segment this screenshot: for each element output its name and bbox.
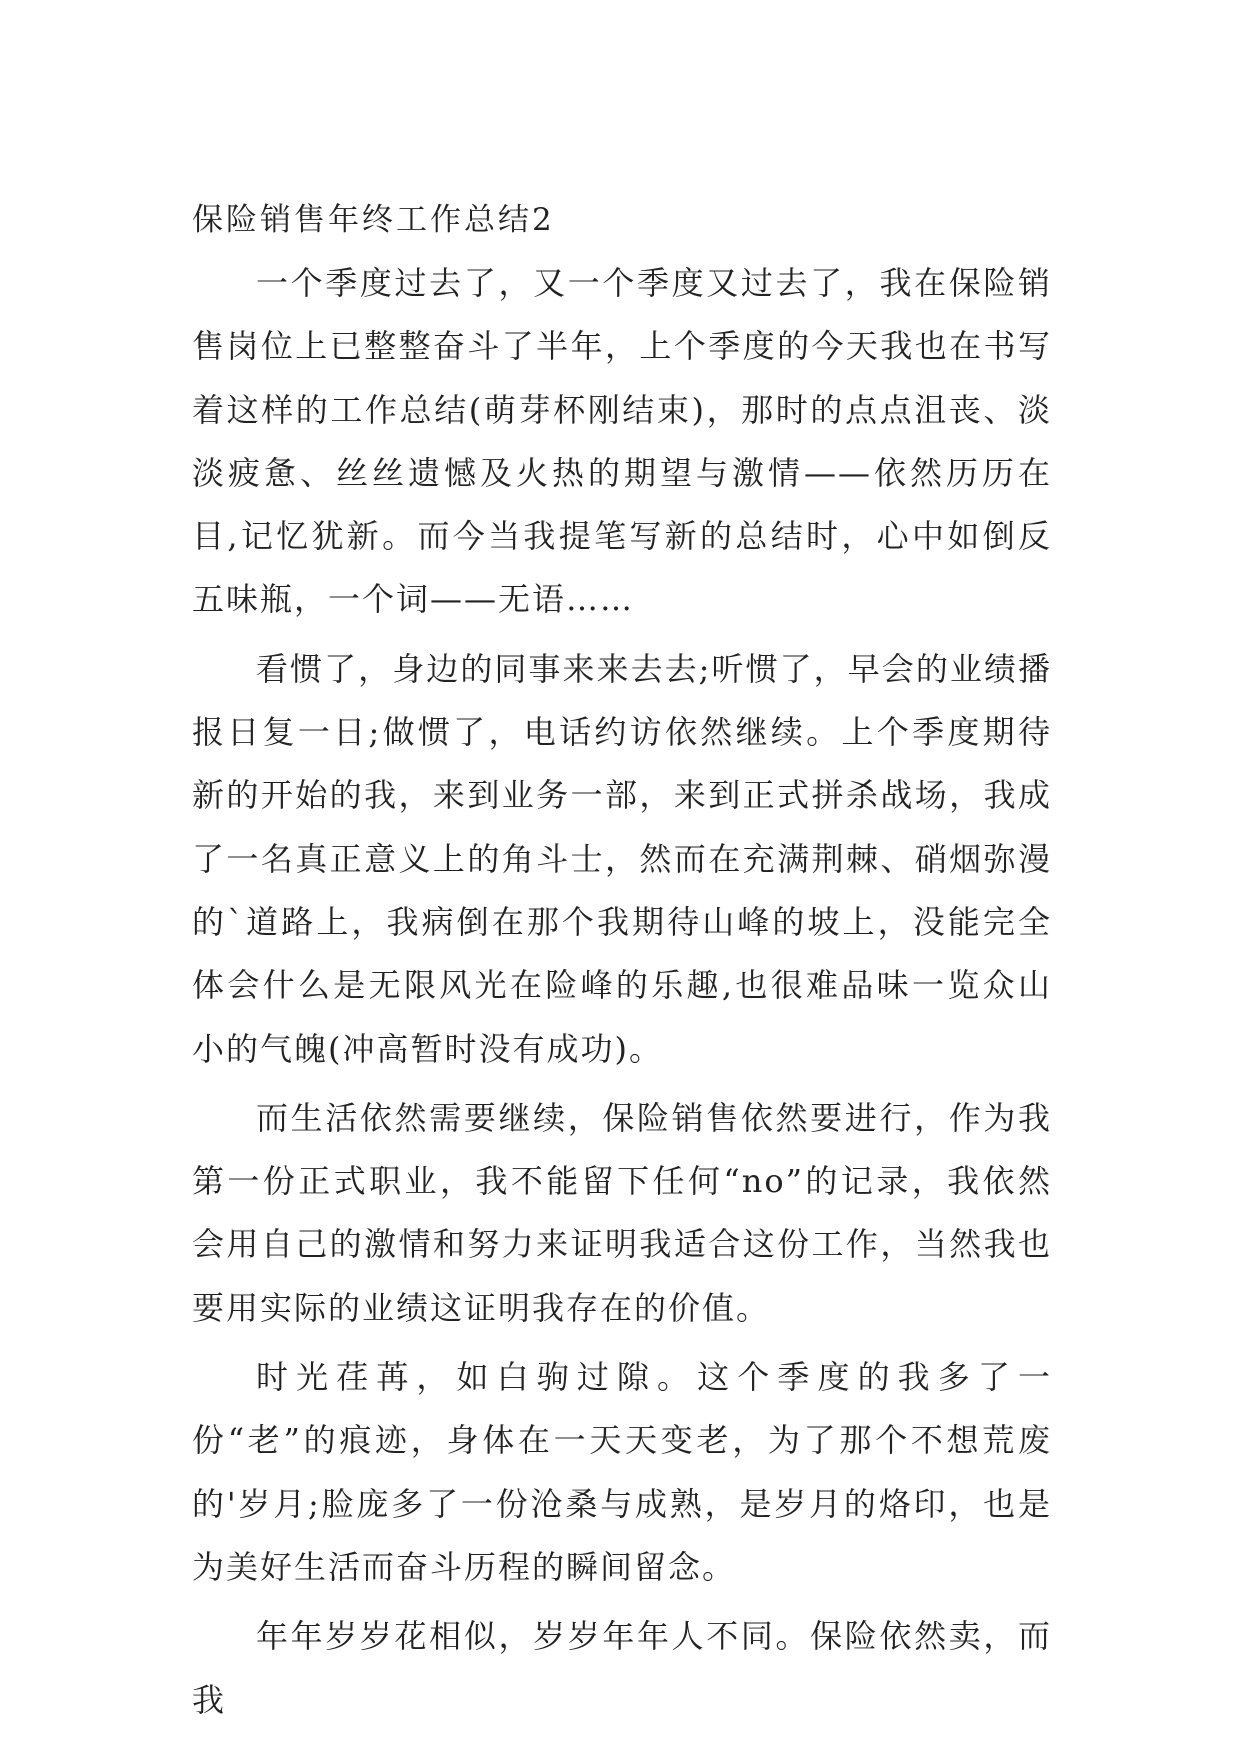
document-body bbox=[192, 196, 1052, 1738]
document-title: 保险销售年终工作总结2 bbox=[192, 202, 555, 238]
paragraph-4: 时光荏苒，如白驹过隙。这个季度的我多了一份“老”的痕迹，身体在一天天变老，为了那个不想荒废的'岁月;脸庞多了一份沧桑与成熟，是岁月的烙印，也是为美好生活而奋斗历程的瞬间留念。 bbox=[192, 1358, 1052, 1586]
paragraph-3: 而生活依然需要继续，保险销售依然要进行，作为我第一份正式职业，我不能留下任何“no”的记录，我依然会用自己的激情和努力来证明我适合这份工作，当然我也要用实际的业绩这证明我存在的价值。 bbox=[192, 1098, 1052, 1327]
paragraph-2: 看惯了，身边的同事来来去去;听惯了，早会的业绩播报日复一日;做惯了，电话约访依然继续。上个季度期待新的开始的我，来到业务一部，来到正式拼杀战场，我成了一名真正意义上的角斗士，然而在充满荆棘、硝烟弥漫的`道路上，我病倒在那个我期待山峰的坡上，没能完全体会什么是无限风光在险峰的乐趣,也很难品味一览众山小的气魄(冲高暂时没有成功)。 bbox=[192, 649, 1052, 1068]
paragraph-1: 一个季度过去了，又一个季度又过去了，我在保险销售岗位上已整整奋斗了半年，上个季度的今天我也在书写着这样的工作总结(萌芽杯刚结束)，那时的点点沮丧、淡淡疲惫、丝丝遗憾及火热的期望与激情——依然历历在目,记忆犹新。而今当我提笔写新的总结时，心中如倒反五味瓶，一个词——无语…… bbox=[192, 264, 1052, 619]
paragraph-5: 年年岁岁花相似，岁岁年年人不同。保险依然卖，而我 bbox=[192, 1617, 1052, 1719]
